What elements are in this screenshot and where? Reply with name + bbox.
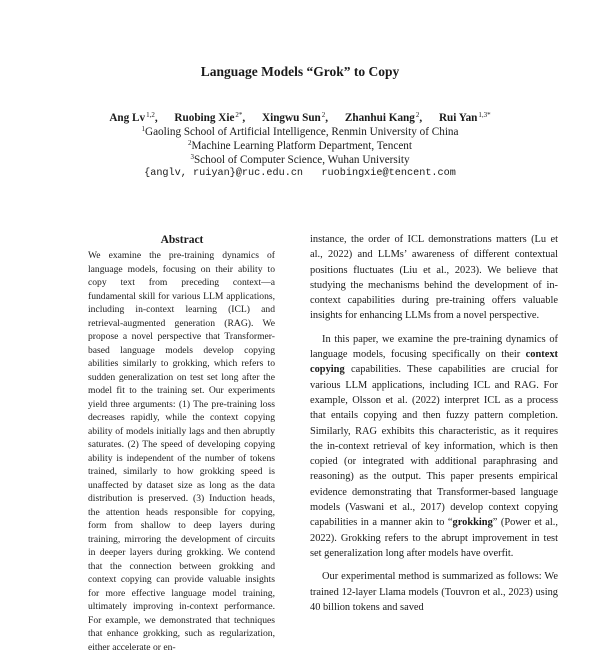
author: Zhanhui Kang$^2$,	[344, 111, 423, 124]
abstract-body: We examine the pre-training dynamics of language models, focusing on their ability to copy text from preceding context—a fundamental skill for various LLM applications, including in-context learning (ICL) and retrieval-augmented generation (RAG). We propose a novel perspective that Transformer-based language models develop copying abilities similarly to grokking, which refers to sudden generalization on test set long after the model fit to the training set. Our experiments yield three arguments: (1) The pre-training loss decreases rapidly, while the context copying ability of models initially lags and then abruptly saturates. (2) The speed of developing copying ability is independent of the number of tokens trained, similarly to how grokking speed is unaffected by dataset size as long as the data distribution is preserved. (3) Induction heads, the attention heads responsible for copying, form from shallow to deep layers during training, mirroring the development of circuits in deeper layers during grokking. We contend that the connection between grokking and context copying can provide valuable insights for more effective language model training, ultimately improving in-context performance. For example, we demonstrated that techniques that enhance grokking, such as regularization, either accelerate or en-	[88, 250, 275, 653]
paper-title: Language Models “Grok” to Copy	[200, 64, 400, 79]
bold-term: grokking	[452, 517, 493, 529]
affiliation: $^2$Machine Learning Platform Department, Tencent	[187, 139, 412, 152]
author: Xingwu Sun$^2$,	[262, 111, 329, 124]
author-list	[0, 111, 600, 124]
paragraph: instance, the order of ICL demonstrations matters (Lu et al., 2022) and LLMs’ awareness of different contextual positions fluctuates (Liu et al., 2023). We believe that studying the mechanisms behind the development of in-context capabilities during pre-training offers valuable insights for enhancing LLMs from a novel perspective.	[310, 234, 558, 322]
author: Ruobing Xie$^{2*}$,	[174, 111, 246, 124]
abstract-heading: Abstract	[160, 234, 204, 246]
affiliation: $^1$Gaoling School of Artificial Intelligence, Renmin University of China	[141, 125, 459, 138]
author: Ang Lv$^{1,2}$,	[109, 111, 158, 124]
paragraph: In this paper, we examine the pre-training dynamics of language models, focusing specifically on their context copying capabilities. These capabilities are crucial for various LLM applications, including ICL and RAG. For example, Olsson et al. (2022) interpret ICL as a process that entails copying and then fuzzy pattern completion. Similarly, RAG exhibits this characteristic, as it requires the in-context retrieval of key information, which is then copied (or integrated with additional paraphrasing and reasoning) as the output. This paper presents empirical evidence demonstrating that Transformer-based language models (Vaswani et al., 2017) develop context copying capabilities in a manner akin to “grokking” (Power et al., 2022). Grokking refers to the abrupt improvement in test set generalization long after models have overfit.	[310, 333, 558, 559]
bold-term: context copying	[310, 349, 558, 376]
author: Rui Yan$^{1,3*}$	[438, 111, 491, 124]
introduction-column	[310, 232, 558, 623]
affiliation: $^3$School of Computer Science, Wuhan University	[190, 153, 410, 166]
paragraph: Our experimental method is summarized as follows: We trained 12-layer Llama models (Touvron et al., 2023) using 40 billion tokens and saved	[310, 571, 558, 613]
author-emails: {anglv, ruiyan}@ruc.edu.cn ruobingxie@tencent.com	[144, 168, 456, 179]
